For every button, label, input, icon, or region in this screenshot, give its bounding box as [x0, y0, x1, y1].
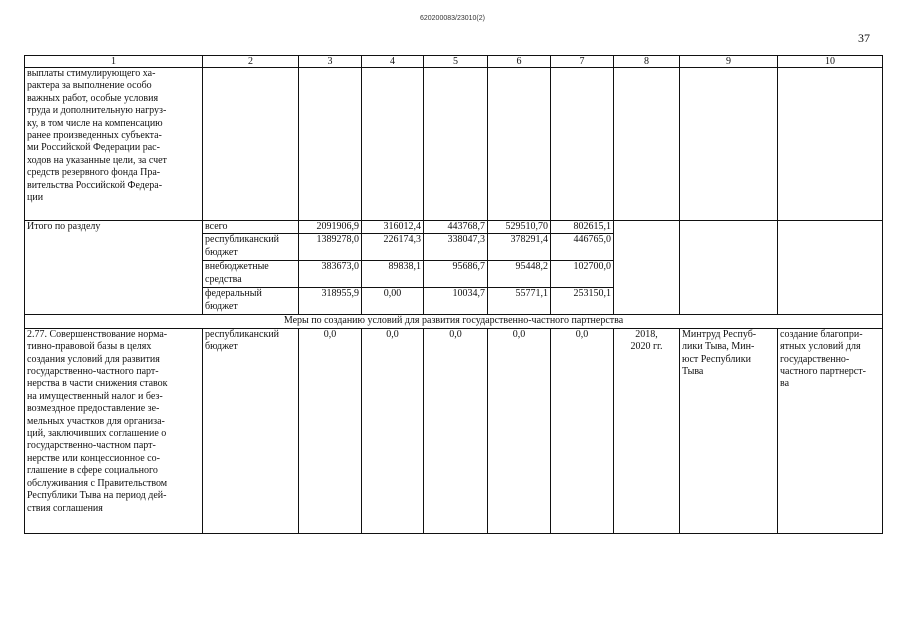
value-cell: 316012,4	[362, 221, 424, 234]
empty-cell	[488, 68, 551, 221]
header-cell: 3	[299, 56, 362, 68]
page-number: 37	[858, 31, 870, 45]
section-title: Меры по созданию условий для развития государственно-частного партнерства	[25, 315, 883, 328]
value-cell: 0,0	[488, 328, 551, 533]
implementation-years: 2018, 2020 гг.	[614, 328, 680, 533]
value-cell: 2091906,9	[299, 221, 362, 234]
empty-cell	[424, 68, 488, 221]
empty-cell	[778, 68, 883, 221]
empty-cell	[680, 68, 778, 221]
value-cell: 443768,7	[424, 221, 488, 234]
total-row	[25, 221, 883, 234]
value-cell: 338047,3	[424, 234, 488, 261]
empty-cell	[203, 68, 299, 221]
table-row	[25, 328, 883, 533]
value-cell: 0,0	[424, 328, 488, 533]
header-cell: 2	[203, 56, 299, 68]
empty-cell	[778, 221, 883, 315]
value-cell: 95686,7	[424, 261, 488, 288]
funding-source: федеральный бюджет	[203, 288, 299, 315]
header-cell: 5	[424, 56, 488, 68]
measure-description: 2.77. Совершенствование норма- тивно-правовой базы в целях создания условий для развития государственно-частного парт- нерства в части снижения ставок на имущественный налог и без- возмездное предоставление зе- мельных участков для организа- ций, заключивших соглашение о государственно-частном парт- нерстве или концессионное со- глашение в сфере социального обслуживания с Правительством Республики Тыва на период дей- ствия соглашения	[25, 328, 203, 533]
header-cell: 4	[362, 56, 424, 68]
funding-source: республиканский бюджет	[203, 234, 299, 261]
responsible-executors: Минтруд Респуб- лики Тыва, Мин- юст Республики Тыва	[680, 328, 778, 533]
measure-description: выплаты стимулирующего ха- рактера за выполнение особо важных работ, особые условия труда и дополнительную нагруз- ку, в том числе на компенсацию ранее произведенных субъекта- ми Российской Федерации рас- ходов на указанные цели, за счет средств резервного фонда Пра- вительства Российской Федера- ции	[25, 68, 203, 221]
value-cell: 253150,1	[551, 288, 614, 315]
table-row	[25, 68, 883, 221]
value-cell: 102700,0	[551, 261, 614, 288]
value-cell: 10034,7	[424, 288, 488, 315]
header-cell: 6	[488, 56, 551, 68]
header-cell: 10	[778, 56, 883, 68]
value-cell: 95448,2	[488, 261, 551, 288]
program-table	[24, 55, 883, 534]
funding-source: республиканский бюджет	[203, 328, 299, 533]
value-cell: 0,00	[362, 288, 424, 315]
value-cell: 226174,3	[362, 234, 424, 261]
empty-cell	[614, 68, 680, 221]
header-cell: 1	[25, 56, 203, 68]
value-cell: 55771,1	[488, 288, 551, 315]
value-cell: 802615,1	[551, 221, 614, 234]
value-cell: 318955,9	[299, 288, 362, 315]
value-cell: 383673,0	[299, 261, 362, 288]
value-cell: 0,0	[362, 328, 424, 533]
value-cell: 89838,1	[362, 261, 424, 288]
header-row	[25, 56, 883, 68]
value-cell: 1389278,0	[299, 234, 362, 261]
empty-cell	[680, 221, 778, 315]
header-cell: 9	[680, 56, 778, 68]
empty-cell	[614, 221, 680, 315]
empty-cell	[551, 68, 614, 221]
empty-cell	[299, 68, 362, 221]
funding-source: всего	[203, 221, 299, 234]
expected-result: создание благопри- ятных условий для государственно- частного партнерст- ва	[778, 328, 883, 533]
value-cell: 0,0	[551, 328, 614, 533]
total-label: Итого по разделу	[25, 221, 203, 315]
value-cell: 378291,4	[488, 234, 551, 261]
funding-source: внебюджетные средства	[203, 261, 299, 288]
value-cell: 0,0	[299, 328, 362, 533]
header-cell: 7	[551, 56, 614, 68]
empty-cell	[362, 68, 424, 221]
value-cell: 446765,0	[551, 234, 614, 261]
header-cell: 8	[614, 56, 680, 68]
value-cell: 529510,70	[488, 221, 551, 234]
document-id: 620200083/23010(2)	[419, 15, 485, 22]
section-header-row	[25, 315, 883, 328]
